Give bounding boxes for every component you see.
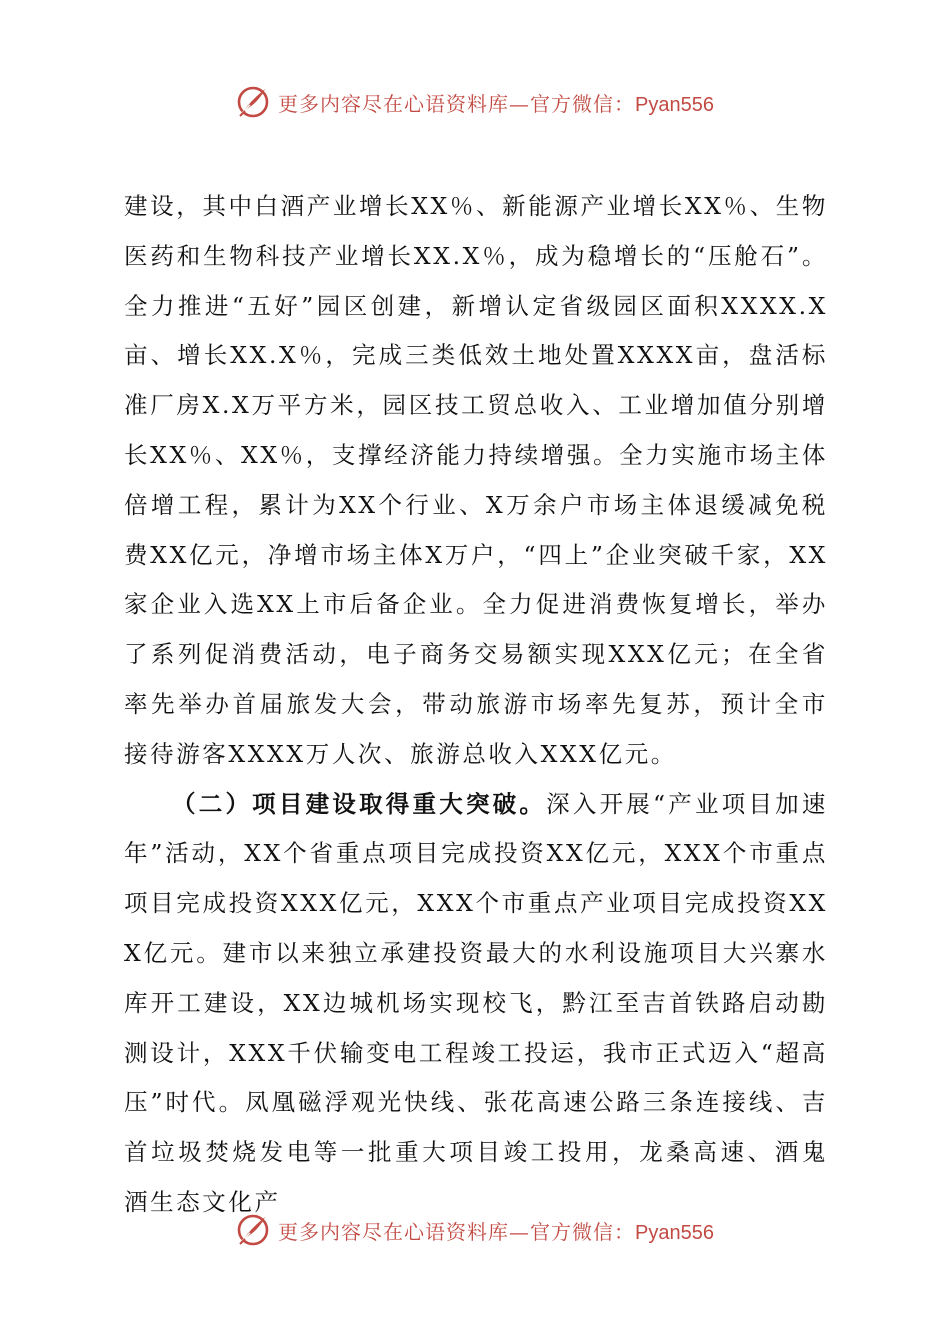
watermark-wechat-id: Pyan556 bbox=[635, 93, 714, 116]
watermark-wechat-id: Pyan556 bbox=[635, 1221, 714, 1244]
paragraph-1: 建设，其中白酒产业增长XX％、新能源产业增长XX％、生物医药和生物科技产业增长XX.X％，成为稳增长的“压舱石”。全力推进“五好”园区创建，新增认定省级园区面积XXXX.X亩、增长XX.X％，完成三类低效土地处置XXXX亩，盘活标准厂房X.X万平方米，园区技工贸总收入、工业增加值分别增长XX％、XX％，支撑经济能力持续增强。全力实施市场主体倍增工程，累计为XX个行业、X万余户市场主体退缓减免税费XX亿元，净增市场主体X万户，“四上”企业突破千家，XX家企业入选XX上市后备企业。全力促进消费恢复增长，举办了系列促消费活动，电子商务交易额实现XXX亿元；在全省率先举办首届旅发大会，带动旅游市场率先复苏，预计全市接待游客XXXX万人次、旅游总收入XXX亿元。 bbox=[124, 192, 828, 768]
header-watermark-banner bbox=[0, 82, 950, 122]
section-heading-project-construction: （二）项目建设取得重大突破。 bbox=[172, 789, 547, 818]
watermark-text: 更多内容尽在心语资料库—官方微信：Pyan556 bbox=[278, 1219, 714, 1244]
footer-watermark-banner bbox=[0, 1210, 950, 1250]
paragraph-2 bbox=[124, 780, 828, 1228]
quill-pen-circle-icon bbox=[236, 85, 270, 119]
quill-pen-circle-icon bbox=[236, 1213, 270, 1247]
paragraph-2-body: 深入开展“产业项目加速年”活动，XX个省重点项目完成投资XX亿元，XXX个市重点项目完成投资XXX亿元，XXX个市重点产业项目完成投资XXX亿元。建市以来独立承建投资最大的水利设施项目大兴寨水库开工建设，XX边城机场实现校飞，黔江至吉首铁路启动勘测设计，XXX千伏输变电工程竣工投运，我市正式迈入“超高压”时代。凤凰磁浮观光快线、张花高速公路三条连接线、吉首垃圾焚烧发电等一批重大项目竣工投用，龙桑高速、酒鬼酒生态文化产 bbox=[124, 789, 828, 1216]
document-body bbox=[124, 182, 828, 1228]
watermark-text: 更多内容尽在心语资料库—官方微信：Pyan556 bbox=[278, 91, 714, 116]
